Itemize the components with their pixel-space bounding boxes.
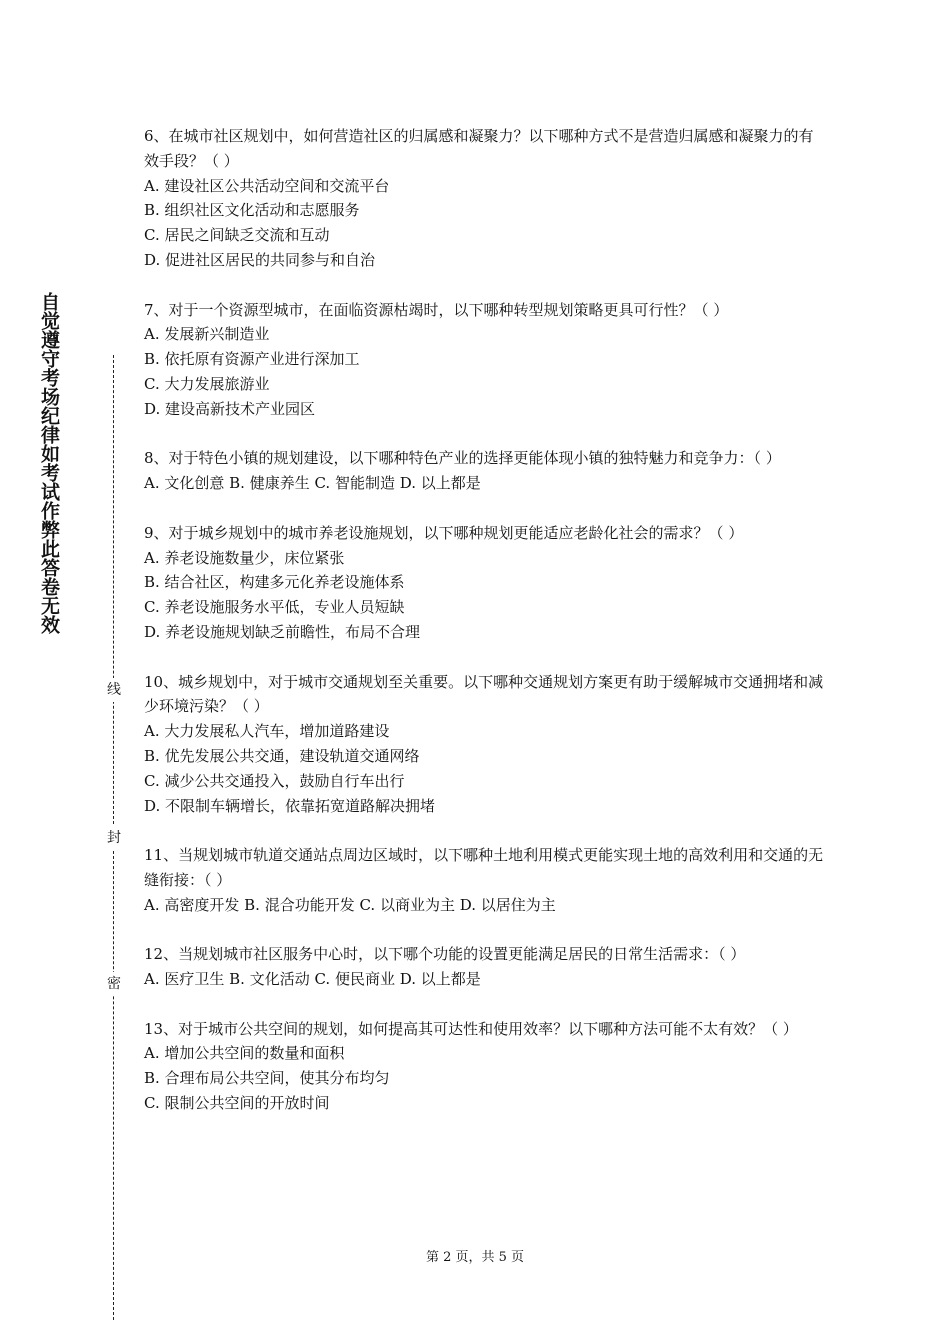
option: A. 养老设施数量少，床位紧张 xyxy=(144,548,345,567)
option: B. 组织社区文化活动和志愿服务 xyxy=(144,201,360,220)
option: A. 发展新兴制造业 xyxy=(144,325,270,344)
question-8 xyxy=(144,446,824,496)
option: A. 高密度开发 B. 混合功能开发 C. 以商业为主 D. 以居住为主 xyxy=(144,895,556,914)
question-10 xyxy=(144,670,824,819)
question-stem: 7、对于一个资源型城市，在面临资源枯竭时，以下哪种转型规划策略更具可行性？（ ） xyxy=(144,300,729,319)
option: A. 医疗卫生 B. 文化活动 C. 便民商业 D. 以上都是 xyxy=(144,970,481,989)
question-6 xyxy=(144,124,824,273)
question-list xyxy=(144,124,824,1141)
option: D. 养老设施规划缺乏前瞻性，布局不合理 xyxy=(144,622,421,641)
option: D. 建设高新技术产业园区 xyxy=(144,399,316,418)
option: A. 文化创意 B. 健康养生 C. 智能制造 D. 以上都是 xyxy=(144,474,481,493)
question-9 xyxy=(144,521,824,645)
page-number: 第 2 页，共 5 页 xyxy=(425,1250,525,1265)
question-stem: 6、在城市社区规划中，如何营造社区的归属感和凝聚力？以下哪种方式不是营造归属感和凝聚力的有效手段？（ ） xyxy=(144,127,814,170)
option: D. 不限制车辆增长，依靠拓宽道路解决拥堵 xyxy=(144,796,436,815)
question-12 xyxy=(144,942,824,992)
option: B. 合理布局公共空间，使其分布均匀 xyxy=(144,1069,390,1088)
binding-mark-seal: 封 xyxy=(104,826,124,850)
option: C. 大力发展旅游业 xyxy=(144,374,270,393)
question-stem: 9、对于城乡规划中的城市养老设施规划，以下哪种规划更能适应老龄化社会的需求？（ ） xyxy=(144,523,744,542)
option: B. 依托原有资源产业进行深加工 xyxy=(144,350,360,369)
option: B. 优先发展公共交通，建设轨道交通网络 xyxy=(144,746,420,765)
option: C. 养老设施服务水平低，专业人员短缺 xyxy=(144,598,405,617)
question-stem: 11、当规划城市轨道交通站点周边区域时，以下哪种土地利用模式更能实现土地的高效利用和交通的无缝衔接：（ ） xyxy=(144,846,824,889)
option: A. 建设社区公共活动空间和交流平台 xyxy=(144,176,390,195)
option: D. 促进社区居民的共同参与和自治 xyxy=(144,250,376,269)
question-11 xyxy=(144,843,824,917)
question-7 xyxy=(144,298,824,422)
option: C. 减少公共交通投入，鼓励自行车出行 xyxy=(144,771,405,790)
option: A. 增加公共空间的数量和面积 xyxy=(144,1044,345,1063)
question-stem: 13、对于城市公共空间的规划，如何提高其可达性和使用效率？以下哪种方法可能不太有效？（ ） xyxy=(144,1019,798,1038)
question-stem: 12、当规划城市社区服务中心时，以下哪个功能的设置更能满足居民的日常生活需求：（ ） xyxy=(144,945,746,964)
exam-discipline-warning: 自觉遵守考场纪律如考试作弊此答卷无效 xyxy=(38,292,60,634)
question-stem: 8、对于特色小镇的规划建设，以下哪种特色产业的选择更能体现小镇的独特魅力和竞争力：（ ） xyxy=(144,449,781,468)
option: A. 大力发展私人汽车，增加道路建设 xyxy=(144,722,390,741)
binding-mark-line: 线 xyxy=(104,678,124,702)
question-stem: 10、城乡规划中，对于城市交通规划至关重要。以下哪种交通规划方案更有助于缓解城市交通拥堵和减少环境污染？（ ） xyxy=(144,672,824,716)
option: C. 居民之间缺乏交流和互动 xyxy=(144,226,330,245)
option: C. 限制公共空间的开放时间 xyxy=(144,1094,330,1113)
binding-mark-secret: 密 xyxy=(104,972,124,996)
option: B. 结合社区，构建多元化养老设施体系 xyxy=(144,573,405,592)
question-13 xyxy=(144,1017,824,1116)
